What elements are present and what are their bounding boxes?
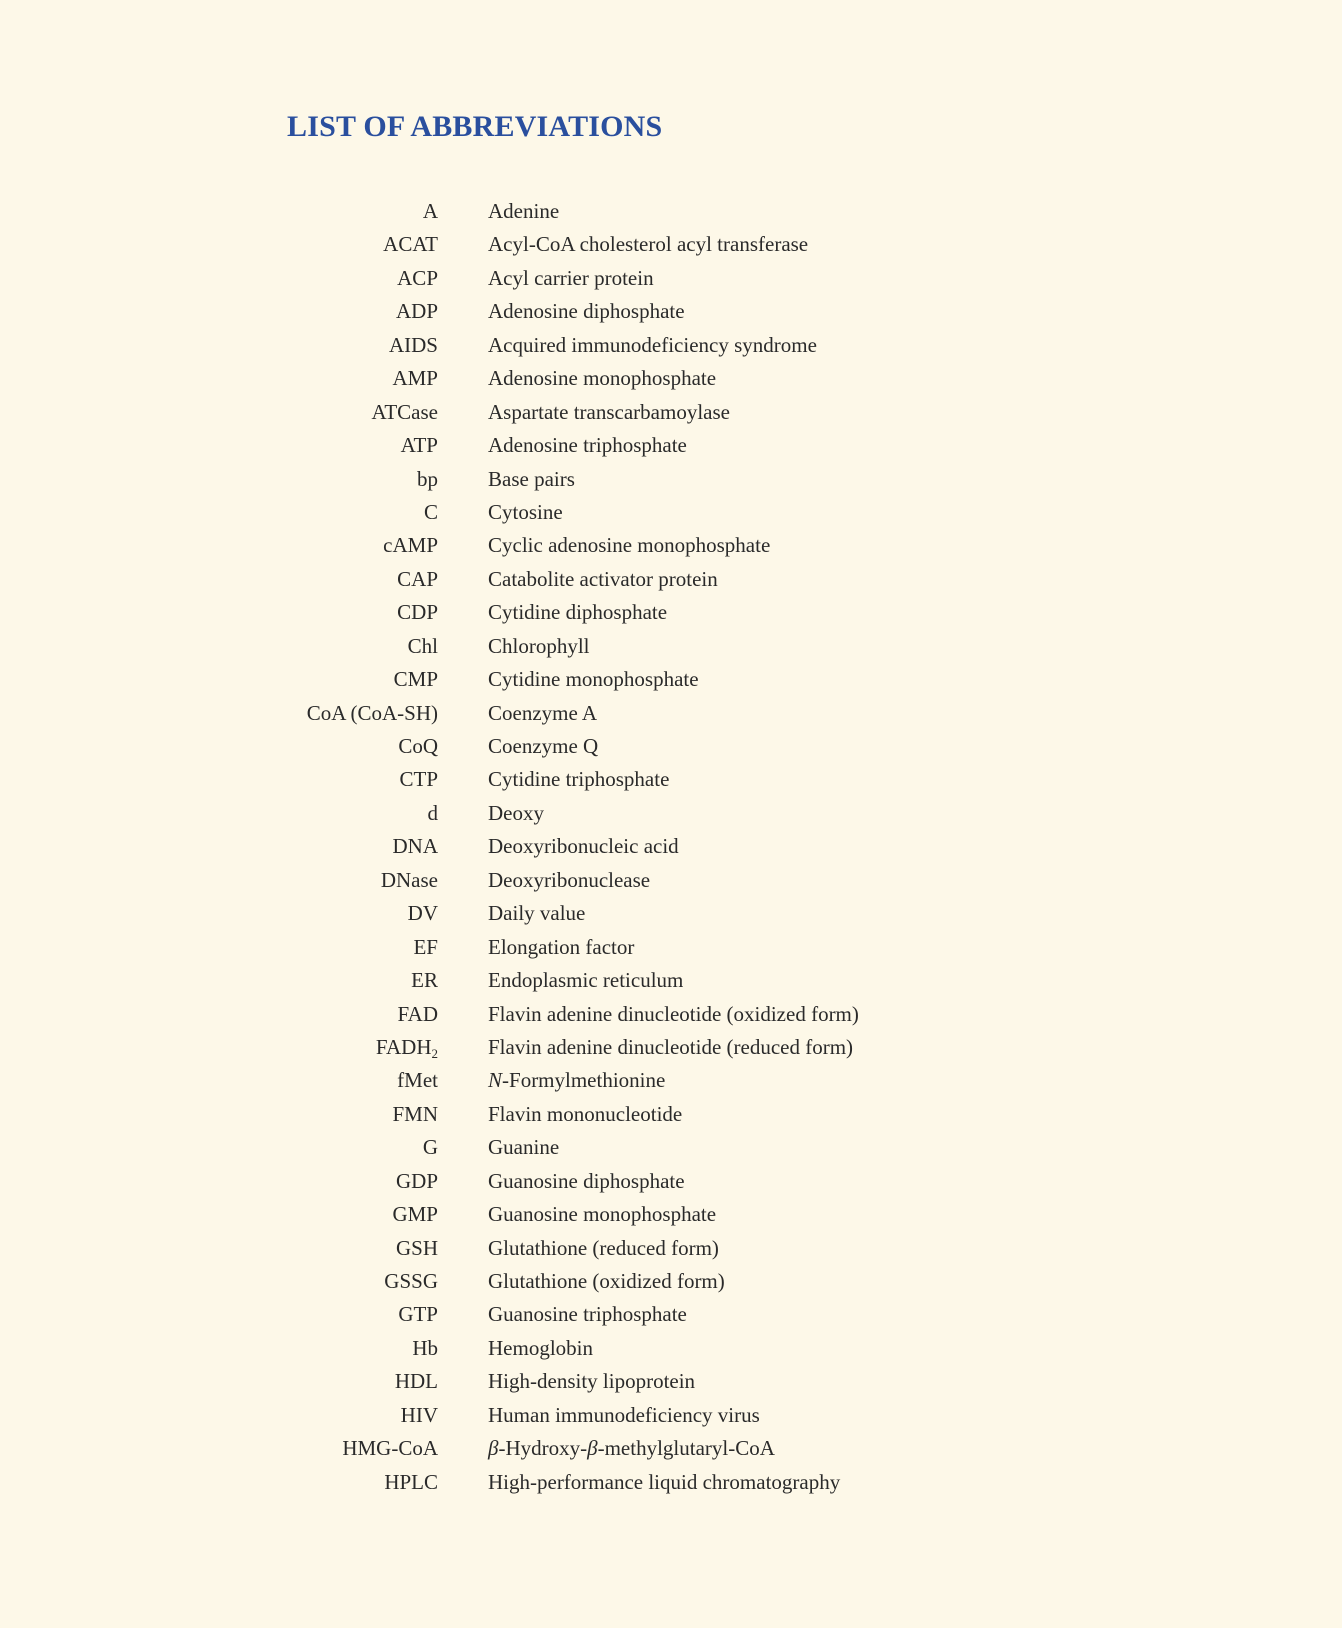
abbreviation-definition: [488, 496, 563, 529]
abbreviation-definition: [488, 1332, 593, 1365]
abbreviation-term: [389, 329, 438, 362]
abbreviation-row: [0, 931, 1342, 964]
definition-text: Elongation factor: [488, 934, 635, 959]
abbreviation-definition: [488, 262, 654, 295]
definition-text: Adenosine diphosphate: [488, 299, 685, 324]
definition-text: Coenzyme Q: [488, 734, 599, 758]
abbreviation-definition: [488, 830, 679, 863]
abbreviation-term-text: HIV: [400, 1402, 438, 1427]
definition-text: Deoxyribonuclease: [488, 867, 651, 892]
abbreviation-term-text: FADH: [375, 1034, 432, 1059]
abbreviation-row: [0, 295, 1342, 328]
definition-text: Coenzyme A: [488, 700, 598, 725]
abbreviation-term-text: GTP: [398, 1302, 438, 1327]
abbreviation-term: [401, 429, 438, 462]
abbreviation-definition: [488, 697, 597, 730]
definition-text: Human immunodeficiency virus: [488, 1402, 760, 1427]
abbreviation-term-text: Chl: [407, 633, 438, 658]
abbreviation-definition: [488, 1399, 760, 1432]
definition-text: Guanosine diphosphate: [488, 1168, 685, 1193]
abbreviation-term: [396, 1165, 438, 1198]
abbreviation-row: [0, 329, 1342, 362]
abbreviation-term-text: HMG-CoA: [342, 1436, 438, 1461]
definition-part: β: [488, 1436, 499, 1461]
abbreviation-definition: [488, 1098, 682, 1131]
abbreviation-definition: [488, 362, 716, 395]
abbreviation-definition: [488, 1365, 695, 1398]
abbreviation-term-text: AIDS: [388, 332, 438, 357]
abbreviation-term: [396, 1232, 438, 1265]
definition-text: High-density lipoprotein: [488, 1369, 696, 1394]
abbreviation-row: [0, 1064, 1342, 1097]
abbreviation-term: [384, 1265, 438, 1298]
abbreviation-term: [408, 897, 438, 930]
abbreviation-term: [401, 1399, 438, 1432]
definition-part: β: [587, 1436, 598, 1461]
abbreviation-term-text: ACP: [397, 265, 438, 290]
abbreviation-term: [381, 864, 438, 897]
abbreviation-term-text: CoA (CoA-SH): [306, 700, 438, 725]
abbreviation-term-text: DNase: [380, 867, 438, 892]
definition-text: Glutathione (reduced form): [488, 1235, 719, 1260]
abbreviation-row: [0, 429, 1342, 462]
abbreviation-row: [0, 1466, 1342, 1499]
abbreviation-row: [0, 630, 1342, 663]
abbreviation-definition: [488, 1232, 719, 1265]
abbreviation-row: [0, 262, 1342, 295]
abbreviation-term-text: GDP: [395, 1168, 438, 1193]
abbreviation-definition: [488, 1165, 685, 1198]
definition-text: Catabolite activator protein: [488, 566, 718, 591]
abbreviation-term: [423, 195, 438, 228]
abbreviation-term: [423, 1131, 438, 1164]
definition-text: Endoplasmic reticulum: [488, 968, 684, 993]
definition-text: Acquired immunodeficiency syndrome: [488, 332, 817, 357]
definition-text: Acyl carrier protein: [488, 265, 654, 290]
abbreviation-row: [0, 362, 1342, 395]
abbreviation-row: [0, 1365, 1342, 1398]
abbreviation-definition: [488, 596, 667, 629]
abbreviation-row: [0, 763, 1342, 796]
abbreviation-definition: [488, 463, 575, 496]
definition-part: -Hydroxy-: [498, 1436, 588, 1461]
abbreviation-term: [408, 630, 438, 663]
abbreviation-term: [384, 1466, 438, 1499]
abbreviation-term: [412, 1332, 438, 1365]
abbreviation-term-text: ATCase: [371, 399, 438, 424]
abbreviation-row: [0, 830, 1342, 863]
abbreviation-row: [0, 1432, 1342, 1465]
abbreviation-definition: [488, 730, 598, 763]
abbreviation-term: [397, 262, 438, 295]
abbreviation-term: [376, 1031, 438, 1064]
abbreviation-row: [0, 998, 1342, 1031]
abbreviation-term: [372, 396, 439, 429]
abbreviation-definition: [488, 663, 699, 696]
abbreviation-term: [397, 1064, 438, 1097]
abbreviation-term-text: CDP: [397, 600, 438, 625]
definition-text: Deoxy: [488, 800, 544, 825]
abbreviation-term: [413, 931, 438, 964]
abbreviation-definition: [488, 228, 808, 261]
definition-italic-prefix: N: [488, 1068, 503, 1093]
abbreviation-row: [0, 730, 1342, 763]
abbreviation-row: [0, 1399, 1342, 1432]
abbreviation-row: [0, 463, 1342, 496]
abbreviation-row: [0, 697, 1342, 730]
abbreviation-definition: [488, 329, 817, 362]
definition-text: Guanine: [488, 1135, 560, 1160]
abbreviation-row: [0, 1131, 1342, 1164]
definition-text: Aspartate transcarbamoylase: [488, 399, 730, 424]
abbreviation-term: [417, 463, 438, 496]
abbreviation-term-text: CMP: [393, 667, 438, 692]
abbreviation-term-text: cAMP: [383, 533, 438, 558]
abbreviation-row: [0, 596, 1342, 629]
abbreviation-term: [394, 663, 438, 696]
abbreviation-term-text: GSSG: [384, 1269, 438, 1293]
abbreviation-row: [0, 228, 1342, 261]
abbreviation-definition: [488, 195, 559, 228]
abbreviation-term: [428, 797, 439, 830]
abbreviation-term-text: DNA: [392, 834, 438, 859]
abbreviation-term-text: G: [422, 1135, 438, 1160]
abbreviation-term-text: AMP: [392, 366, 438, 391]
abbreviation-term: [398, 730, 438, 763]
abbreviation-definition: [488, 864, 650, 897]
definition-text: Flavin adenine dinucleotide (oxidized form): [488, 1001, 859, 1026]
abbreviation-term-text: d: [427, 800, 438, 825]
abbreviation-definition: [488, 429, 687, 462]
abbreviation-row: [0, 529, 1342, 562]
definition-text: Glutathione (oxidized form): [488, 1269, 725, 1293]
definition-text: -Formylmethionine: [502, 1068, 666, 1093]
abbreviation-definition: [488, 1131, 559, 1164]
abbreviation-row: [0, 195, 1342, 228]
definition-text: Cyclic adenosine monophosphate: [488, 533, 771, 558]
abbreviation-term-text: ER: [411, 968, 438, 993]
definition-text: Adenosine monophosphate: [488, 366, 717, 391]
definition-text: Cytidine monophosphate: [488, 667, 699, 692]
abbreviation-definition: [488, 897, 585, 930]
definition-text: Adenine: [488, 199, 560, 223]
abbreviation-row: [0, 964, 1342, 997]
abbreviation-term-text: fMet: [397, 1068, 438, 1093]
abbreviation-row: [0, 1265, 1342, 1298]
abbreviation-term: [392, 1198, 438, 1231]
abbreviation-term: [392, 1098, 438, 1131]
definition-text: Guanosine monophosphate: [488, 1202, 717, 1227]
abbreviation-definition: [488, 295, 685, 328]
abbreviation-definition: [488, 1432, 775, 1465]
abbreviation-term: [398, 1298, 438, 1331]
abbreviation-definition: [488, 964, 683, 997]
abbreviation-row: [0, 797, 1342, 830]
definition-part: -methylglutaryl-CoA: [597, 1436, 775, 1461]
abbreviation-term: [393, 830, 439, 863]
abbreviation-term-text: CoQ: [398, 734, 438, 758]
abbreviation-term: [399, 763, 438, 796]
definition-text: Acyl-CoA cholesterol acyl transferase: [488, 232, 809, 257]
abbreviation-term: [398, 998, 438, 1031]
abbreviation-term-text: EF: [413, 934, 438, 959]
abbreviation-row: [0, 1332, 1342, 1365]
abbreviation-term-text: A: [422, 199, 438, 223]
abbreviation-term: [395, 1365, 438, 1398]
abbreviation-row: [0, 1165, 1342, 1198]
abbreviation-definition: [488, 396, 730, 429]
abbreviation-row: [0, 897, 1342, 930]
definition-text: Guanosine triphosphate: [488, 1302, 687, 1327]
abbreviation-term: [307, 697, 438, 730]
abbreviation-row: [0, 496, 1342, 529]
definition-text: Adenosine triphosphate: [488, 433, 687, 458]
abbreviation-definition: [488, 1265, 725, 1298]
abbreviation-term-text: Hb: [412, 1335, 438, 1360]
abbreviation-row: [0, 1098, 1342, 1131]
abbreviation-term: [383, 529, 438, 562]
abbreviation-definition: [488, 1298, 687, 1331]
abbreviation-term: [396, 295, 438, 328]
definition-text: Flavin mononucleotide: [488, 1101, 683, 1126]
abbreviation-term-text: DV: [407, 901, 438, 926]
abbreviation-row: [0, 563, 1342, 596]
page-title: LIST OF ABBREVIATIONS: [287, 110, 663, 143]
abbreviation-definition: [488, 998, 859, 1031]
abbreviation-row: [0, 1031, 1342, 1064]
abbreviation-subscript: 2: [431, 1045, 438, 1061]
abbreviation-term-text: GSH: [395, 1235, 438, 1260]
abbreviation-term-text: CAP: [397, 566, 438, 591]
abbreviation-definition: [488, 1064, 665, 1097]
definition-text: Cytosine: [488, 499, 563, 524]
abbreviation-definition: [488, 931, 634, 964]
abbreviation-term-text: HPLC: [384, 1469, 438, 1494]
abbreviation-row: [0, 1298, 1342, 1331]
abbreviation-term-text: C: [423, 499, 438, 524]
abbreviation-term-text: ATP: [400, 433, 438, 458]
definition-text: Chlorophyll: [488, 633, 590, 658]
abbreviation-term-text: FMN: [392, 1101, 438, 1126]
abbreviation-row: [0, 1198, 1342, 1231]
abbreviation-definition: [488, 630, 590, 663]
abbreviation-term-text: bp: [417, 466, 438, 491]
abbreviation-list: [0, 195, 1342, 1499]
abbreviation-definition: [488, 529, 770, 562]
abbreviation-row: [0, 864, 1342, 897]
abbreviation-term: [392, 362, 438, 395]
definition-text: Cytidine diphosphate: [488, 600, 668, 625]
abbreviation-definition: [488, 797, 544, 830]
abbreviation-term: [342, 1432, 438, 1465]
definition-text: Flavin adenine dinucleotide (reduced form): [488, 1034, 854, 1059]
definition-text: Deoxyribonucleic acid: [488, 834, 679, 859]
abbreviation-definition: [488, 763, 669, 796]
abbreviation-term-text: HDL: [394, 1369, 438, 1394]
abbreviation-term: [411, 964, 438, 997]
abbreviation-term-text: ADP: [395, 299, 438, 324]
definition-text: Cytidine triphosphate: [488, 767, 670, 792]
abbreviation-term-text: FAD: [397, 1001, 438, 1026]
abbreviation-definition: [488, 1198, 716, 1231]
abbreviation-term: [383, 228, 438, 261]
definition-text: Base pairs: [488, 466, 575, 491]
abbreviation-row: [0, 1232, 1342, 1265]
abbreviation-term: [397, 563, 438, 596]
abbreviation-term-text: GMP: [392, 1202, 438, 1227]
abbreviation-definition: [488, 1466, 840, 1499]
definition-text: Hemoglobin: [488, 1335, 593, 1360]
abbreviation-term: [424, 496, 438, 529]
abbreviation-term-text: ACAT: [383, 232, 438, 257]
abbreviation-term-text: CTP: [399, 767, 438, 792]
definition-text: Daily value: [488, 901, 586, 926]
abbreviation-definition: [488, 1031, 853, 1064]
abbreviation-row: [0, 396, 1342, 429]
abbreviation-row: [0, 663, 1342, 696]
definition-text: High-performance liquid chromatography: [488, 1469, 841, 1494]
abbreviation-term: [397, 596, 438, 629]
abbreviation-definition: [488, 563, 718, 596]
